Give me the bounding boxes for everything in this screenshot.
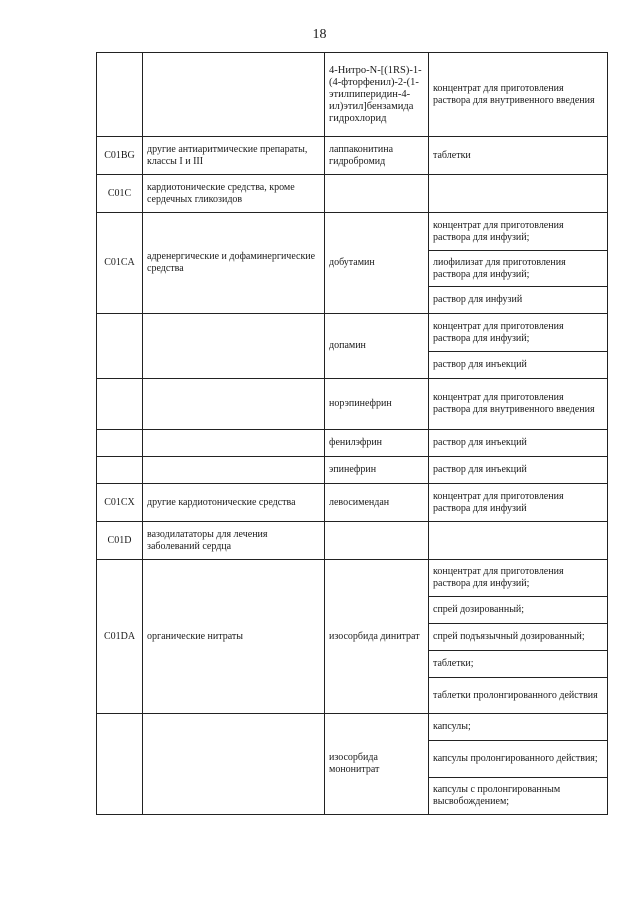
atc-code-cell: C01CA [97,213,143,314]
inn-cell: изосорбида мононитрат [325,714,429,815]
group-cell: кардиотонические средства, кроме сердечных гликозидов [143,175,325,213]
inn-cell [325,522,429,560]
dosage-form-cell [429,175,608,213]
inn-cell: допамин [325,314,429,379]
dosage-form-cell: концентрат для приготовления раствора для инфузий; [429,213,608,251]
table-row [97,175,608,213]
group-cell: вазодилататоры для лечения заболеваний сердца [143,522,325,560]
table-row [97,213,608,251]
atc-code-cell [97,714,143,815]
inn-cell: эпинефрин [325,457,429,484]
dosage-form-cell: концентрат для приготовления раствора для инфузий; [429,560,608,597]
dosage-form-cell: концентрат для приготовления раствора для внутривенного введения [429,53,608,137]
inn-cell: норэпинефрин [325,379,429,430]
dosage-form-cell: капсулы пролонгированного действия; [429,741,608,778]
table-row [97,714,608,741]
atc-code-cell [97,430,143,457]
dosage-form-cell: спрей дозированный; [429,597,608,624]
table-row [97,560,608,597]
inn-cell: 4-Нитро-N-[(1RS)-1-(4-фторфенил)-2-(1-этилпиперидин-4-ил)этил]бензамида гидрохлорид [325,53,429,137]
group-cell [143,714,325,815]
atc-code-cell: C01DA [97,560,143,714]
drug-table [96,52,608,815]
dosage-form-cell: раствор для инъекций [429,430,608,457]
dosage-form-cell: таблетки пролонгированного действия [429,678,608,714]
dosage-form-cell: концентрат для приготовления раствора для инфузий; [429,314,608,352]
dosage-form-cell: капсулы с пролонгированным высвобождением; [429,778,608,815]
inn-cell: левосимендан [325,484,429,522]
inn-cell: фенилэфрин [325,430,429,457]
inn-cell: лаппаконитина гидробромид [325,137,429,175]
atc-code-cell: C01D [97,522,143,560]
atc-code-cell [97,314,143,379]
group-cell: органические нитраты [143,560,325,714]
table-row [97,53,608,137]
table-row [97,522,608,560]
atc-code-cell [97,457,143,484]
atc-code-cell [97,53,143,137]
atc-code-cell: C01C [97,175,143,213]
group-cell [143,314,325,379]
inn-cell: изосорбида динитрат [325,560,429,714]
dosage-form-cell [429,522,608,560]
dosage-form-cell: таблетки [429,137,608,175]
atc-code-cell: C01CX [97,484,143,522]
page-number: 18 [312,27,327,42]
dosage-form-cell: раствор для инъекций [429,457,608,484]
inn-cell: добутамин [325,213,429,314]
group-cell: адренергические и дофаминергические средства [143,213,325,314]
table-row [97,137,608,175]
group-cell [143,430,325,457]
group-cell: другие антиаритмические препараты, классы I и III [143,137,325,175]
dosage-form-cell: таблетки; [429,651,608,678]
group-cell: другие кардиотонические средства [143,484,325,522]
dosage-form-cell: раствор для инфузий [429,287,608,314]
table-row [97,379,608,430]
table-row [97,430,608,457]
atc-code-cell [97,379,143,430]
table-row [97,484,608,522]
dosage-form-cell: лиофилизат для приготовления раствора для инфузий; [429,251,608,287]
dosage-form-cell: концентрат для приготовления раствора для инфузий [429,484,608,522]
group-cell [143,457,325,484]
dosage-form-cell: раствор для инъекций [429,352,608,379]
inn-cell [325,175,429,213]
group-cell [143,379,325,430]
dosage-form-cell: капсулы; [429,714,608,741]
table-row [97,457,608,484]
dosage-form-cell: концентрат для приготовления раствора для внутривенного введения [429,379,608,430]
atc-code-cell: C01BG [97,137,143,175]
group-cell [143,53,325,137]
table-row [97,314,608,352]
dosage-form-cell: спрей подъязычный дозированный; [429,624,608,651]
